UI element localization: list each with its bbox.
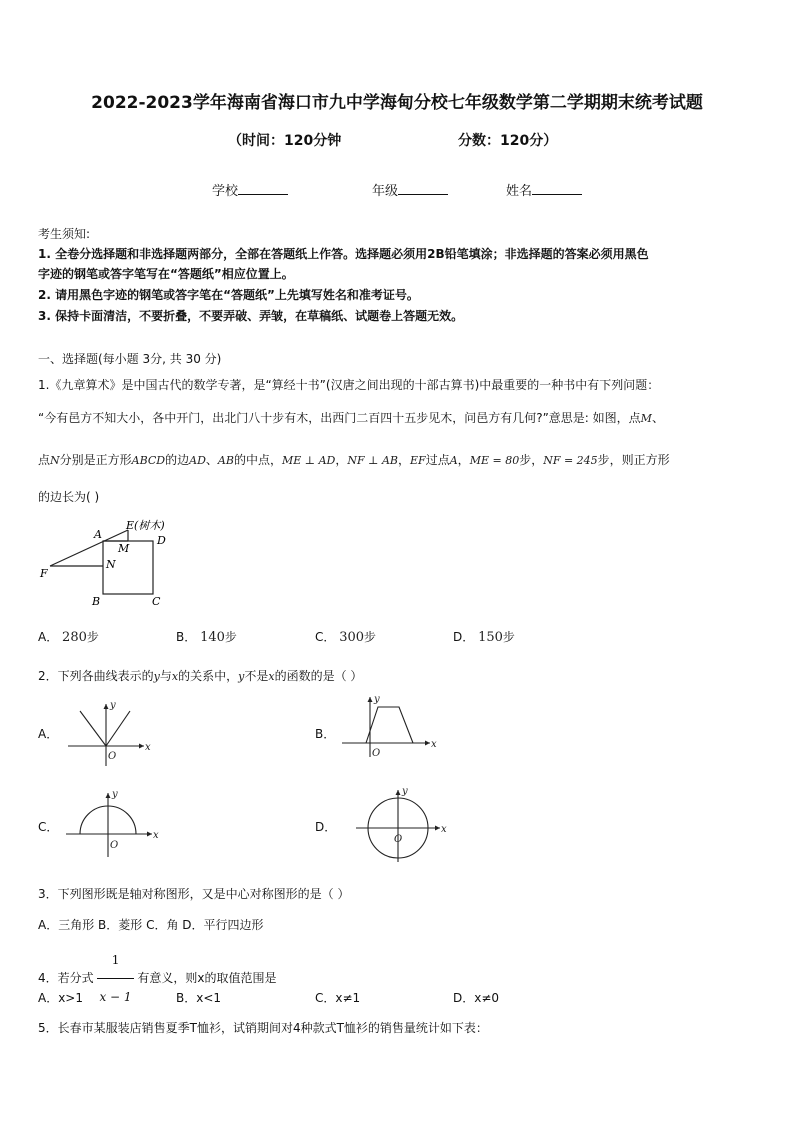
q1-line-2: “今有邑方不知大小，各中开门，出北门八十步有木，出西门二百四十五步见木，问邑方有几何?”意思是: 如图，点M、 — [38, 411, 664, 425]
fig-label-e: E(树木) — [126, 519, 165, 532]
q2-graph-c — [66, 793, 152, 857]
q4-stem: 4．若分式 $\frac{1}{x - 1}$ 有意义，则x的取值范围是 — [38, 942, 277, 978]
q2-option-d-label[interactable]: D． — [315, 820, 337, 834]
q4-fraction: $\frac{1}{x - 1}$ — [97, 942, 133, 1015]
axis-y-d: y — [402, 786, 408, 797]
fig-label-f: F — [40, 567, 48, 580]
q1-line-1: 1.《九章算术》是中国古代的数学专著，是“算经十书”(汉唐之间出现的十部古算书)中最重要的一种书中有下列问题： — [38, 378, 660, 392]
q2-stem: 2．下列各曲线表示的y与x的关系中，y不是x的函数的是（ ） — [38, 669, 363, 683]
exam-score: 分数：120分） — [458, 133, 558, 149]
notice-line-1: 1. 全卷分选择题和非选择题两部分，全部在答题纸上作答。选择题必须用2B铅笔填涂；非选择题的答案必须用黑色 — [38, 247, 649, 261]
fig-label-c: C — [152, 595, 161, 608]
fig-label-m: M — [118, 542, 130, 555]
axis-x-b: x — [431, 739, 437, 750]
origin-b: O — [372, 748, 381, 759]
q5-stem: 5．长春市某服装店销售夏季T恤衫，试销期间对4种款式T恤衫的销售量统计如下表： — [38, 1021, 488, 1035]
q1-option-c[interactable]: C． 300步 — [315, 630, 377, 645]
q1-line-3: 点N分别是正方形ABCD的边AD、AB的中点，ME ⊥ AD，NF ⊥ AB，EF过点A，ME = 80步，NF = 245步，则正方形 — [38, 453, 670, 467]
q1-option-b[interactable]: B． 140步 — [176, 630, 237, 645]
axis-y-a: y — [110, 700, 116, 711]
q1-option-a[interactable]: A． 280步 — [38, 630, 99, 645]
origin-d: O — [394, 834, 403, 845]
notice-heading: 考生须知: — [38, 227, 91, 241]
q3-options[interactable]: A．三角形 B．菱形 C．角 D．平行四边形 — [38, 918, 264, 932]
axis-y-b: y — [374, 694, 380, 705]
page-title: 2022-2023学年海南省海口市九中学海甸分校七年级数学第二学期期末统考试题 — [91, 93, 703, 113]
q1-option-d[interactable]: D． 150步 — [453, 630, 515, 645]
grade-label: 年级 — [372, 184, 399, 199]
exam-time: （时间：120分钟 — [228, 133, 342, 149]
q4-option-b[interactable]: B．x<1 — [176, 991, 222, 1005]
axis-x-c: x — [153, 830, 159, 841]
q4-option-a[interactable]: A．x>1 — [38, 991, 84, 1005]
q1-line-4: 的边长为( ) — [38, 490, 100, 504]
axis-y-c: y — [112, 789, 118, 800]
q2-option-a-label[interactable]: A． — [38, 727, 59, 741]
section-heading: 一、选择题(每小题 3分, 共 30 分) — [38, 352, 222, 366]
fig-label-b: B — [92, 595, 101, 608]
name-label: 姓名 — [506, 184, 533, 199]
q2-graph-b — [342, 697, 430, 757]
q3-stem: 3．下列图形既是轴对称图形，又是中心对称图形的是（ ） — [38, 887, 350, 901]
origin-c: O — [110, 840, 119, 851]
school-label: 学校 — [212, 184, 239, 199]
q2-graph-a — [68, 704, 144, 766]
axis-x-a: x — [145, 742, 151, 753]
axis-x-d: x — [441, 824, 447, 835]
origin-a: O — [108, 751, 117, 762]
fig-label-n: N — [106, 558, 116, 571]
q4-option-d[interactable]: D．x≠0 — [453, 991, 500, 1005]
q2-option-b-label[interactable]: B． — [315, 727, 336, 741]
notice-line-2: 字迹的钢笔或答字笔写在“答题纸”相应位置上。 — [38, 267, 294, 281]
q2-option-c-label[interactable]: C． — [38, 820, 59, 834]
q2-graph-d — [356, 790, 440, 862]
notice-line-3: 2. 请用黑色字迹的钢笔或答字笔在“答题纸”上先填写姓名和准考证号。 — [38, 288, 419, 302]
fig-label-d: D — [157, 534, 166, 547]
q4-option-c[interactable]: C．x≠1 — [315, 991, 361, 1005]
notice-line-4: 3. 保持卡面清洁，不要折叠，不要弄破、弄皱，在草稿纸、试题卷上答题无效。 — [38, 309, 464, 323]
fig-label-a: A — [94, 528, 102, 541]
